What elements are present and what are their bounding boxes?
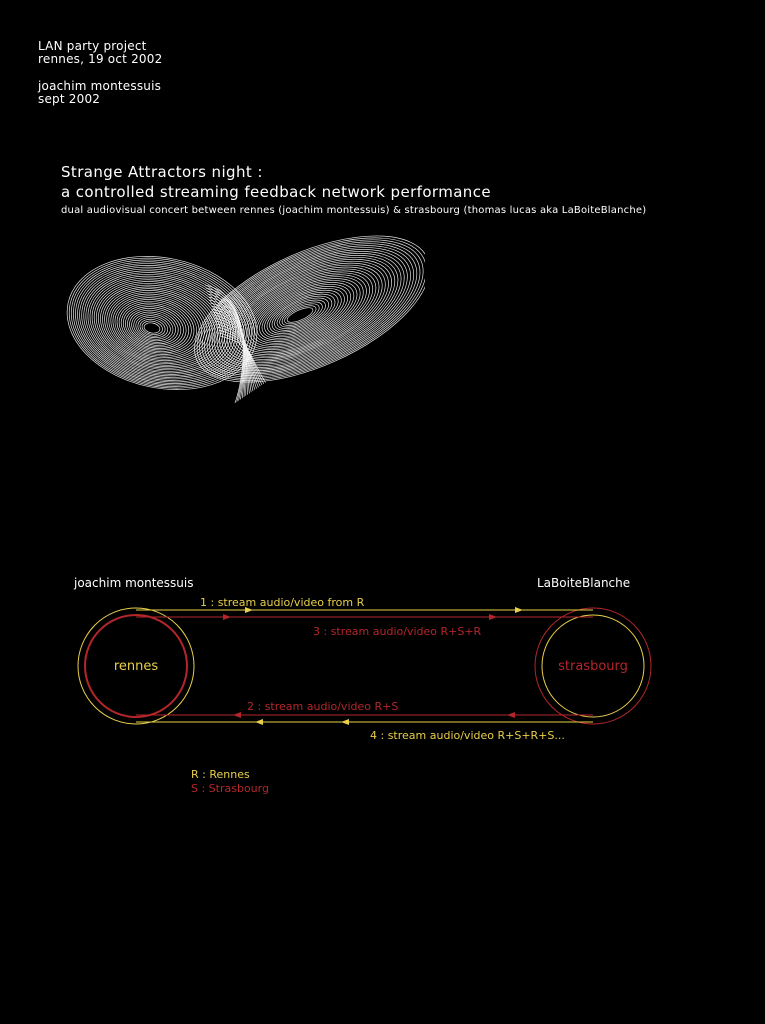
concert-description: dual audiovisual concert between rennes (joachim montessuis) & strasbourg (thomas lucas aka LaBoiteBlanche) [61, 205, 647, 216]
right-person-label: LaBoiteBlanche [537, 576, 631, 590]
legend-rennes: R : Rennes [191, 768, 250, 781]
stream-1-label: 1 : stream audio/video from R [200, 596, 365, 609]
network-diagram [0, 560, 765, 810]
page-title: Strange Attractors night : [61, 163, 263, 181]
left-person-label: joachim montessuis [74, 576, 194, 590]
project-label: LAN party project [38, 39, 147, 53]
stream-3-label: 3 : stream audio/video R+S+R [313, 625, 482, 638]
attractor-right-loop [264, 286, 340, 342]
page-subtitle: a controlled streaming feedback network performance [61, 183, 491, 201]
author-name: joachim montessuis [38, 79, 162, 93]
stream-4-label: 4 : stream audio/video R+S+R+S... [370, 729, 565, 742]
author-date: sept 2002 [38, 92, 101, 106]
venue-date: rennes, 19 oct 2002 [38, 52, 163, 66]
stream-2-label: 2 : stream audio/video R+S [247, 700, 399, 713]
rennes-node-label: rennes [113, 659, 159, 674]
strasbourg-node-label: strasbourg [558, 659, 628, 674]
lorenz-attractor-icon [55, 225, 425, 415]
header-block [38, 40, 162, 106]
attractor-left-loop [62, 246, 261, 401]
legend-strasbourg: S : Strasbourg [191, 782, 269, 795]
